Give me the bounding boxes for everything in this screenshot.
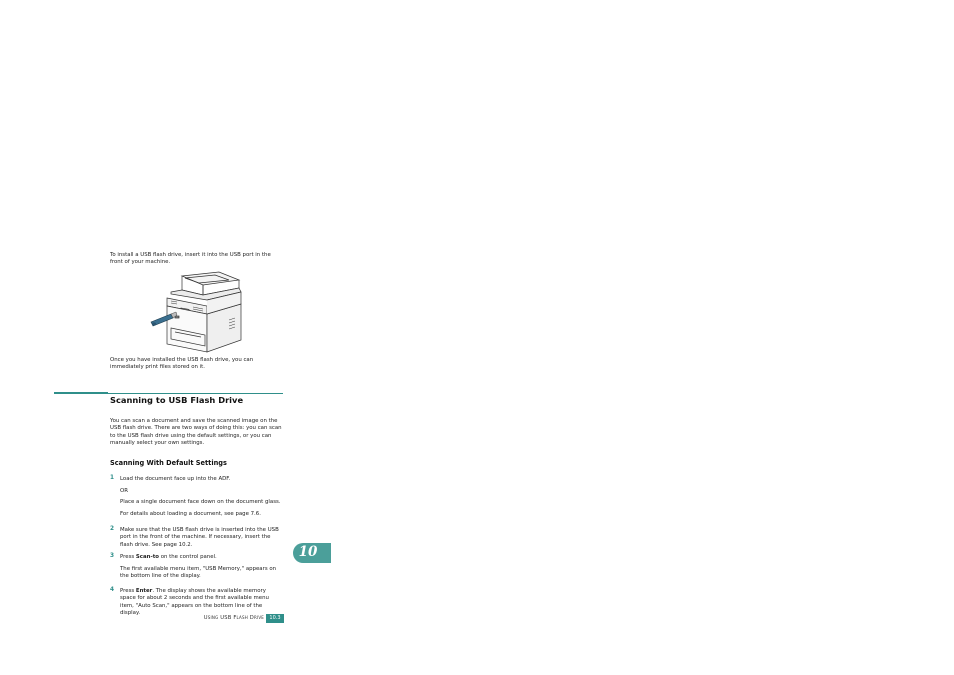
printer-icon xyxy=(147,268,247,356)
section-accent-rule xyxy=(54,392,108,394)
step-note: The first available menu item, "USB Memory," appears on the bottom line of the display. xyxy=(120,566,277,580)
step-or: OR xyxy=(120,488,128,494)
step-text: Press Scan-to on the control panel. xyxy=(120,554,217,560)
subsection-title: Scanning With Default Settings xyxy=(110,459,227,467)
intro-paragraph: To install a USB flash drive, insert it into the USB port in the front of your machine. xyxy=(110,252,271,266)
footer-page-number: 10.3 xyxy=(266,614,284,622)
after-install-paragraph: Once you have installed the USB flash drive, you can immediately print files stored on it. xyxy=(110,357,254,371)
step-text: Load the document face up into the ADF. xyxy=(120,476,231,482)
step-number: 2 xyxy=(110,526,115,532)
section-paragraph: You can scan a document and save the scanned image on the USB flash drive. There are two ways of doing this: you can scan to the USB flash drive using the default settings, or you can manually select your own settings. xyxy=(110,418,282,447)
section-title: Scanning to USB Flash Drive xyxy=(110,395,244,405)
step-text: Press Enter. The display shows the available memory space for about 2 seconds and the first available menu item, "Auto Scan," appears on the bottom line of the display. xyxy=(120,588,269,617)
section-divider xyxy=(108,393,283,394)
chapter-number: 10 xyxy=(298,544,318,560)
step-details: For details about loading a document, see page 7.6. xyxy=(120,511,261,517)
step-number: 1 xyxy=(110,475,115,481)
step-number: 3 xyxy=(110,553,115,559)
footer-title: Using USB Flash Drive xyxy=(203,615,264,621)
step-alt: Place a single document face down on the document glass. xyxy=(120,499,281,505)
footer-rule xyxy=(266,622,284,623)
step-number: 4 xyxy=(110,587,115,593)
step-text: Make sure that the USB flash drive is inserted into the USB port in the front of the machine. If necessary, insert the flash drive. See page 10.2. xyxy=(120,527,279,548)
printer-usb-illustration xyxy=(147,268,247,356)
